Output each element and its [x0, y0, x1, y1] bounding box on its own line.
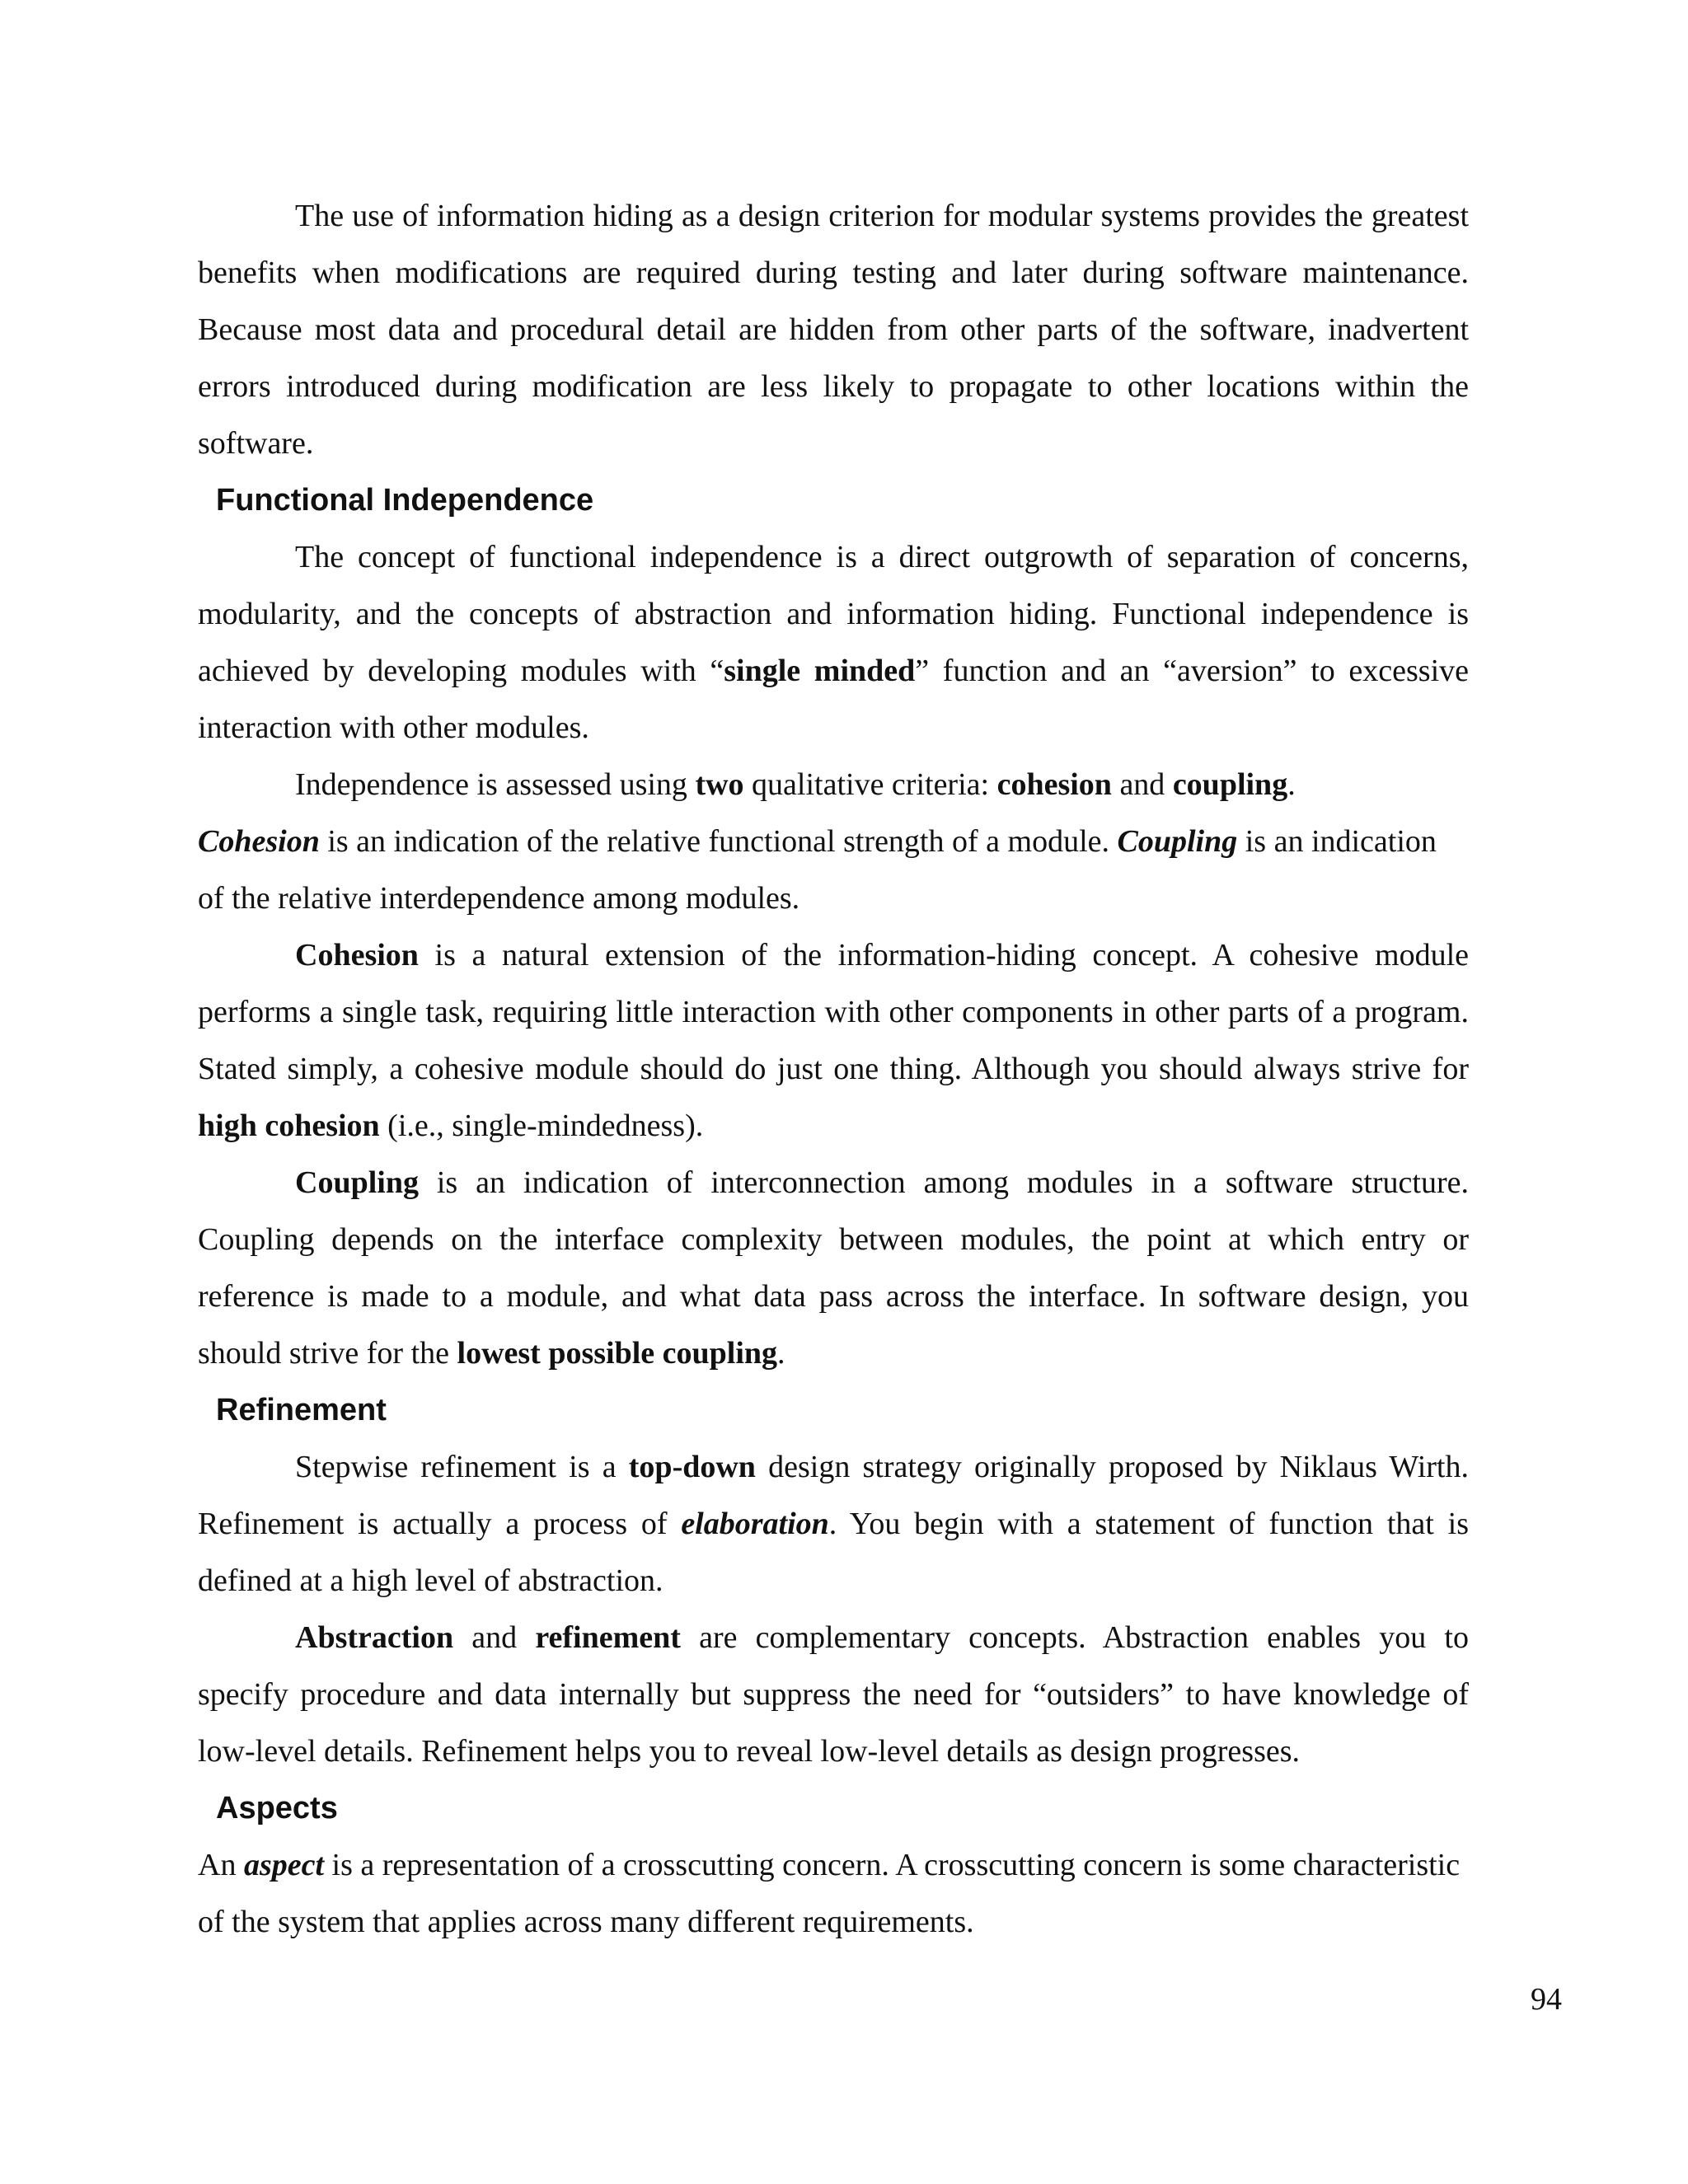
paragraph-criteria — [198, 757, 1469, 813]
text-run: . — [1287, 767, 1296, 802]
text-run: are complementary concepts. Abstraction enables you to specify procedure and data internally but suppress the need for “outsiders” to have knowledge of low-level details. Refinement helps you to reveal low-level details as design progresses. — [198, 1620, 1469, 1769]
text-run: and — [1111, 767, 1173, 802]
text-run: Stepwise refinement is a — [295, 1450, 629, 1484]
bold-term-coupling: coupling — [1172, 767, 1288, 802]
page-number: 94 — [1531, 1982, 1562, 2017]
text-run: qualitative criteria: — [743, 767, 997, 802]
paragraph-text: The use of information hiding as a design criterion for modular systems provides the greatest benefits when modifications are required during testing and later during software maintenance. Because most data and procedural detail are hidden from other parts of the software, inadvertent errors introduced during modification are less likely to propagate to other locations within the software. — [198, 199, 1469, 461]
text-run: ” function and an “aversion” to excessive interaction with other modules. — [198, 654, 1469, 745]
paragraph-stepwise-refinement — [198, 1439, 1469, 1610]
bold-term-high-cohesion: high cohesion — [198, 1108, 380, 1143]
bold-italic-term-elaboration: elaboration — [681, 1507, 829, 1541]
heading-functional-independence: Functional Independence — [216, 483, 594, 518]
bold-term-single-minded: single minded — [724, 654, 916, 688]
bold-term-coupling: Coupling — [295, 1165, 419, 1200]
paragraph-functional-independence — [198, 529, 1469, 757]
paragraph-coupling — [198, 1155, 1469, 1382]
bold-term-abstraction: Abstraction — [295, 1620, 454, 1655]
text-run: The concept of functional independence is a direct outgrowth of separation of concerns, modularity, and the concepts of abstraction and information hiding. Functional independence is achieved by developing modules with “ — [198, 540, 1469, 688]
text-run: design strategy originally proposed by Niklaus Wirth. Refinement is actually a process of — [198, 1450, 1469, 1541]
text-run: is an indication of interconnection among modules in a software structure. Coupling depends on the interface complexity between modules, the point at which entry or reference is made to a module, and what data pass across the interface. In software design, you should strive for the — [198, 1165, 1469, 1371]
bold-term-cohesion: cohesion — [996, 767, 1112, 802]
paragraph-information-hiding — [198, 188, 1469, 472]
bold-italic-term-cohesion: Cohesion — [198, 824, 320, 859]
text-run: An — [198, 1848, 244, 1882]
text-run: and — [453, 1620, 536, 1655]
paragraph-definitions — [198, 813, 1469, 927]
bold-term-lowest-possible-coupling: lowest possible coupling — [457, 1336, 778, 1371]
text-run: is an indication of the relative interdependence among modules. — [198, 824, 1437, 916]
bold-italic-term-aspect: aspect — [243, 1848, 325, 1882]
bold-term-top-down: top-down — [628, 1450, 756, 1484]
heading-aspects: Aspects — [216, 1791, 338, 1825]
heading-refinement: Refinement — [216, 1393, 387, 1427]
text-run: is a representation of a crosscutting concern. A crosscutting concern is some characteristic of the system that applies across many different requirements. — [198, 1848, 1461, 1939]
page-content — [198, 188, 1469, 1951]
text-run: is a natural extension of the information-hiding concept. A cohesive module performs a single task, requiring little interaction with other components in other parts of a program. Stated simply, a cohesive module should do just one thing. Although you should always strive for — [198, 938, 1469, 1086]
text-run: . You begin with a statement of function that is defined at a high level of abstraction. — [198, 1507, 1469, 1598]
text-run: Independence is assessed using — [295, 767, 696, 802]
paragraph-aspects — [198, 1837, 1469, 1951]
text-run: (i.e., single-mindedness). — [379, 1108, 704, 1143]
bold-term-refinement: refinement — [535, 1620, 681, 1655]
bold-italic-term-coupling: Coupling — [1117, 824, 1238, 859]
text-run: . — [777, 1336, 785, 1371]
bold-term-two: two — [695, 767, 744, 802]
text-run: is an indication of the relative functional strength of a module. — [319, 824, 1118, 859]
bold-term-cohesion: Cohesion — [295, 938, 419, 972]
paragraph-abstraction-refinement — [198, 1610, 1469, 1780]
paragraph-cohesion — [198, 927, 1469, 1155]
